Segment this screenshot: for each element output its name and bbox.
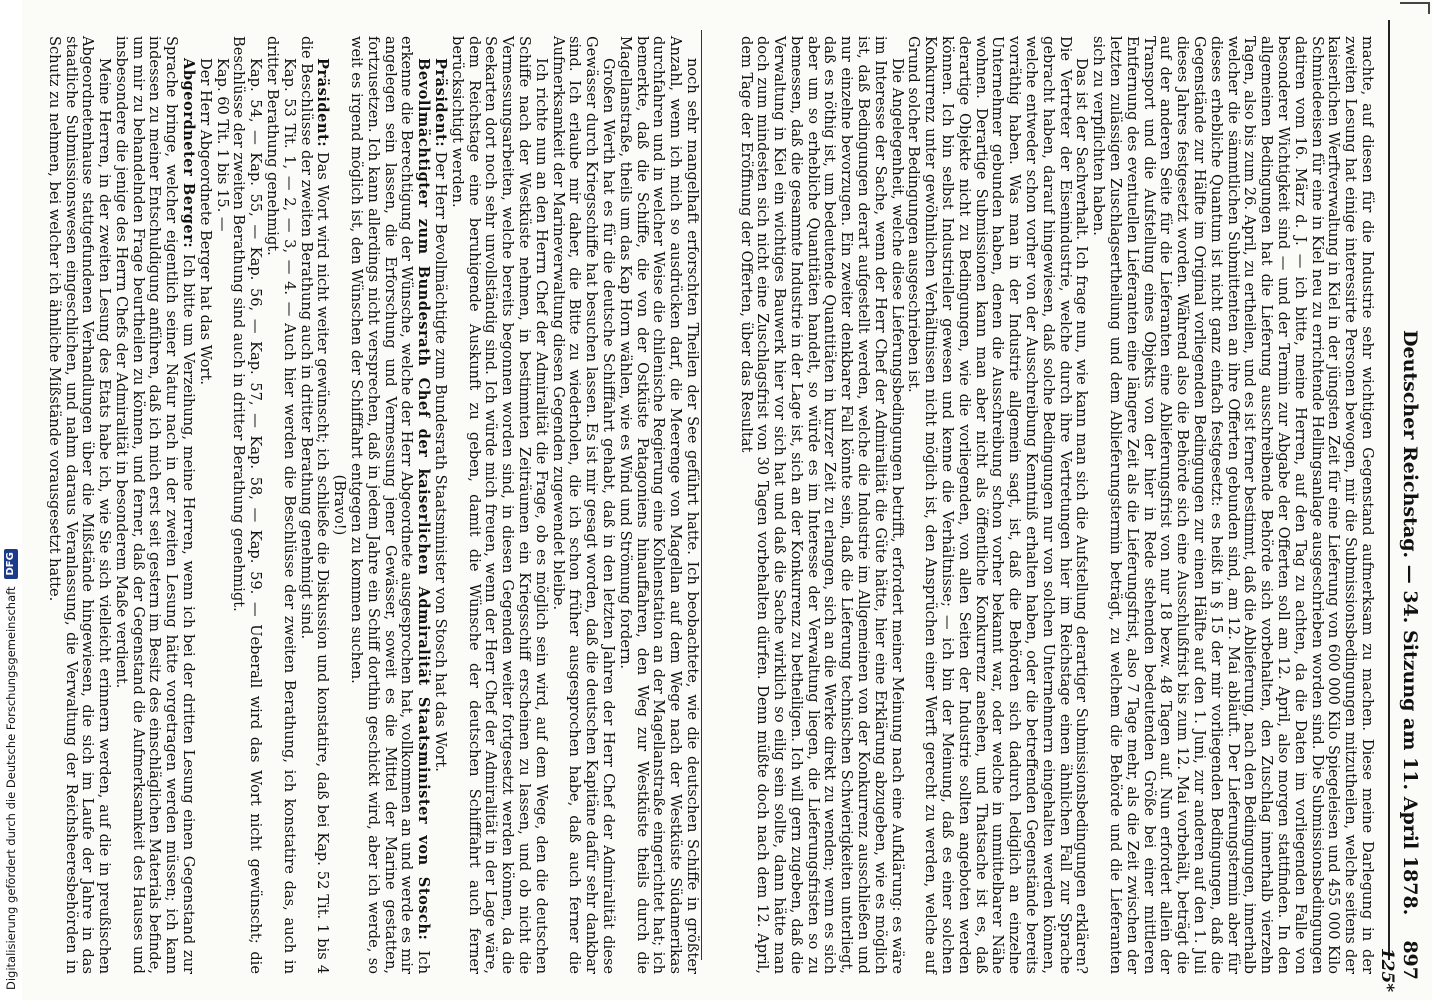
speech-text: Der Herr Bevollmächtigte zum Bundesrath Staatsminister von Stosch hat das Wort. [432,147,450,772]
column-divider [701,30,702,960]
speech-paragraph [347,36,431,974]
text-paragraph: Kap. 53 Tit. 1, — 2, — 3, — 4. — Auch hier werden die Beschlüsse der zweiten Berathung, ich konstatire das, auch in dritter Berathung genehmigt. [264,36,298,974]
text-paragraph: Kap. 54, — Kap. 55, — Kap. 56, — Kap. 57, — Kap. 58, — Kap. 59. — Ueberall wird das Wort nicht gewünscht; die Beschlüsse der zweiten Berathung sind auch in dritter Berathung genehmigt. [230,36,265,974]
text-paragraph: Kap. 60 Tit. 1 bis 15. — [213,58,231,232]
text-paragraph: Großen Werth hat es für die deutsche Schifffahrt gehabt, daß in den letzten Jahren der Herr Chef der Admiralität diese Gewässer durch Kriegsschiffe hat besuchen lassen. Es ist mir gesagt worden, daß die deutschen Kapitäne dafür sehr dankbar sind. Ich erlaube mir daher, die Bitte zu wiederholen, die ich schon früher ausgesprochen habe, daß auch ferner die Aufmerksamkeit der Marineverwaltung diesen Gegenden zugewendet bleibe. [549,36,618,974]
page-header [1395,0,1425,1000]
speech-text: Das Wort wird nicht weiter gewünscht; ich schließe die Diskussion und konstatire, daß bei Kap. 52 Tit. 1 bis 4 die Beschlüsse der zweiten Berathung auch in dritter Berathung genehmigt sind. [297,36,332,974]
speech-paragraph [431,36,448,974]
text-paragraph: Ich richte nun an den Herrn Chef der Admiralität die Frage, ob es möglich sein wird, auf dem Wege, den die deutschen Schiffe nach der Westküste nehmen, in bestimmten Zeiträumen ein Kriegsschiff erscheinen zu lassen, und ob nicht die Vermessungsarbeiten, welche bereits begonnen worden sind, in diesen Gegenden weiter fortgesetzt werden können, da die Seekarten dort noch sehr unvollständig sind. Ich würde mich freuen, wenn der Herr Chef der Admiralität in der Lage wäre, dem Reichstage eine beruhigende Auskunft zu geben, damit die Wünsche der deutschen Schifffahrt auch ferner berücksichtigt werden. [448,36,550,974]
speaker-name: Bevollmächtigter zum Bundesrath Chef der kaiserlichen Admiralität Staatsminister von Stosch: [415,58,433,941]
speaker-name: Abgeordneter Berger: [180,58,198,249]
text-paragraph: machte, auf diesen für die Industrie sehr wichtigen Gegenstand aufmerksam zu machen. Diese meine Darlegung in der zweiten Lesung hat einige interessirte Personen bewogen, mir die Submissionsbedingungen mitzutheilen, welche seitens der kaiserlichen Werftverwaltung in Kiel in der jüngsten Zeit für eine Lieferung von 600 000 Kilo Spiegeleisen und 455 000 Kilo Schmiedeeisen für eine in Kiel neu zu errichtende Hellingsanlage ausgeschrieben worden sind. Die Submissionsbedingungen datiren vom 16. März d. J. — ich bitte, meine Herren, auf den Tag zu achten, da die Daten im vorliegenden Falle von besonderer Wichtigkeit sind — und der Termin zur Abgabe der Offerten soll am 12. April, also morgen stattfinden. In den allgemeinen Bedingungen hat die Lieferung ausschreibende Behörde sich vorbehalten, den Zuschlag innerhalb vierzehn Tagen, also bis zum 26. April, zu ertheilen, und es ist ferner bestimmt, daß die Ablieferung, nach den Bedingungen, innerhalb welcher die sämmtlichen Submittenten an ihre Offerten gebunden sind, am 12. Mai abläuft. Der Lieferungstermin aber für dieses erhebliche Quantum ist nicht ganz einfach festgesetzt: es heißt in § 15 der mir vorliegenden Bedingungen, daß die Gegenstände zur Hälfte im Original vorliegenden Bedingungen zur einen Hälfte auf den 1. Juni, zur anderen auf den 1. Juli dieses Jahres festgesetzt worden. Während also die Behörde sich eine Ausschlußfrist bis zum 12. Mai vorbehält, beträgt die auf der anderen Seite für die Lieferanten eine Ablieferungsfrist von nur 18 bezw. 48 Tagen auf. Nun erfordert allein der Transport und die Aufstellung eines Objekts von der hier in Rede stehenden bedeutenden Größe bei einer mittleren Entfernung des eventuellen Lieferanten eine längere Zeit als die Lieferungsfrist, also 7 Tage mehr, als die Zeit zwischen der letzten zulässigen Zuschlagsertheilung und dem Ablieferungstermin beträgt, zu welchem die Behörde und die Lieferanten sich zu verpflichten haben. [1090,36,1376,974]
speech-text: Ich erkenne die Berechtigung der Wünsche, welche der Herr Abgeordnete ausgesprochen hat, vollkommen an und werde es mir angelegen sein lassen, die Erforschung und Vermessung jener Gewässer, soweit es die Mittel der Marine gestatten, fortzusetzen. Ich kann allerdings nicht versprechen, daß in jedem Jahre ein Schiff dorthin geschickt wird, aber ich werde, so weit es irgend möglich ist, den Wünschen der Schifffahrt entgegen zu kommen suchen. [348,36,433,974]
text-paragraph: Der Herr Abgeordnete Berger hat das Wort. [196,58,214,386]
text-column-left-body [45,30,701,980]
page-header-title: Deutscher Reichstag. — 34. Sitzung am 11. April 1878. [1399,330,1421,916]
page-number: 897 [1399,940,1421,980]
speech-paragraph [112,36,196,974]
text-column-right-body [705,30,1375,980]
digitization-note-text: Digitalisierung gefördert durch die Deutsche Forschungsgemeinschaft [4,586,18,990]
digitization-note [0,0,22,1000]
signature-mark: 125* [1377,947,1398,993]
corner-mark [1400,2,1430,18]
text-paragraph: Die Angelegenheit, welche diese Lieferungsbedingungen betrifft, erfordert meiner Meinung nach eine Aufklärung: es wäre im Interesse der Sache, wenn der Herr Chef der Admiralität die Güte hätte, hier eine Erklärung abzugeben, wie es möglich ist, daß Bedingungen derart aufgestellt werden, welche die Industrie im Allgemeinen von der Konkurrenz ausschließen und nur einzelne bevorzugen. Ein zweiter denkbarer Fall könnte sein, daß die Lieferung technischen Schwierigkeiten unterliegt, daß es nöthig ist, um bedeutende Quantitäten in kurzer Zeit zu erlangen, sich an die Werke direkt zu wenden; wenn es sich aber um so erhebliche Quantitäten handelt, so würde es im Interesse der Verwaltung liegen, die Lieferungsfristen so zu bemessen, daß die gesammte Industrie in der Lage ist, sich an der Konkurrenz zu betheiligen. Ich will gern zugeben, daß die Verwaltung in Kiel ein wichtiges Bauwerk hier vor sich hat und daß die Sache wirklich so eilig sein sollte, dann hätte man doch zum mindesten sich nicht eine Zuschlagsfrist von 30 Tagen vorbehalten dürfen. Denn müßte doch nach dem 12. April, dem Tage der Eröffnung der Offerten, über das Resultat [737,36,906,974]
speaker-name: Präsident: [432,58,450,148]
text-column-right [705,0,1375,1000]
applause-note: (Bravo!) [331,474,349,536]
text-column-left [45,0,701,1000]
header-rule [1388,20,1390,960]
speaker-name: Präsident: [314,58,332,148]
speech-text: Ich bitte um Verzeihung, meine Herren, wenn ich bei der dritten Lesung einen Gegenstand zur Sprache bringe, welcher eigentlich seiner Natur nach in der zweiten Lesung hätte vorgetragen werden müssen; ich kann indessen zu meiner Entschuldigung anführen, daß ich mich erst seit gestern im Besitz des einschläglichen Materials befinde, um mir zu behandelnden Frage beurtheilen zu können, und ferner, daß der Gegenstand die Aufmerksamkeit des Hauses und insbesondere die jenige des Herrn Chefs der Admiralität in besonderem Maße verdient. [112,36,198,974]
text-paragraph: noch sehr mangelhaft erforschten Theilen der See geführt hatte. Ich beobachtete, wie die deutschen Schiffe in größter Anzahl, wenn ich mich so ausdrücken darf, die Meerenge von Magellan auf dem Wege nach der Westküste Südamerikas durchfahren und in welcher Weise die chilenische Regierung eine Kohlenstation an der Magellanstraße eingerichtet hat; ich bemerkte, daß die Schiffe, die von der Ostküste Patagoniens hinauffahren, den Weg zur Westküste theils durch die Magellanstraße, theils um das Kap Horn wählen, wie es Wind und Strömung fordern. [616,36,701,974]
dfg-logo: DFG [4,549,18,578]
speech-paragraph [297,36,331,974]
text-paragraph: Meine Herren, in der zweiten Lesung des Etats habe ich, wie Sie sich vielleicht erinnern werden, auf die in preußischen Abgeordnetenhause stattgefundenen Verhandlungen über die Mißstände hingewiesen, die sich im Laufe der Jahre in das staatliche Submissionswesen eingeschlichen, und nahm daraus Veranlassung, die Verwaltung der Reichsheeresbehörden in Schutz zu nehmen, bei welcher ich ähnliche Mißstände vorausgesetzt hatte. [45,36,114,974]
text-paragraph: Das ist der Sachverhalt. Ich frage nun, wie kann man sich die Aufstellung derartiger Submissionsbedingungen erklären? Die Vertreter der Eisenindustrie, welche durch ihre Vertretungen hier im Reichstage einen ähnlichen Fall zur Sprache gebracht haben, darauf hingewiesen, daß solche Bedingungen nur von solchen Unternehmern eingehalten werden können, welche entweder schon vorher von der Ausschreibung Kenntniß erhalten haben, oder die betreffenden Gegenstände bereits vorräthig haben. Was man in der Industrie allgemein sagt, ist, daß die Behörden sich dadurch lediglich an einzelne Unternehmer gebunden haben, denen die Ausschreibung schon vorher bekannt war, oder welche in unmittelbarer Nähe wohnen. Derartige Submissionen kann man aber nicht als öffentliche Konkurrenz ansehen, und Thatsache ist es, daß derartige Objekte nicht zu Bedingungen, wie die vorliegenden, von allen Seiten der Industrie sollten angeboten werden können. Ich bin selbst Industrieller gewesen und kenne die Verhältnisse; — ich bin der Meinung, daß es einer solchen Konkurrenz unter gewöhnlichen Verhältnissen nicht möglich ist, den Ansprüchen einer Werft gerecht zu werden, welche auf Grund solcher Bedingungen ausgeschrieben ist. [905,36,1091,974]
